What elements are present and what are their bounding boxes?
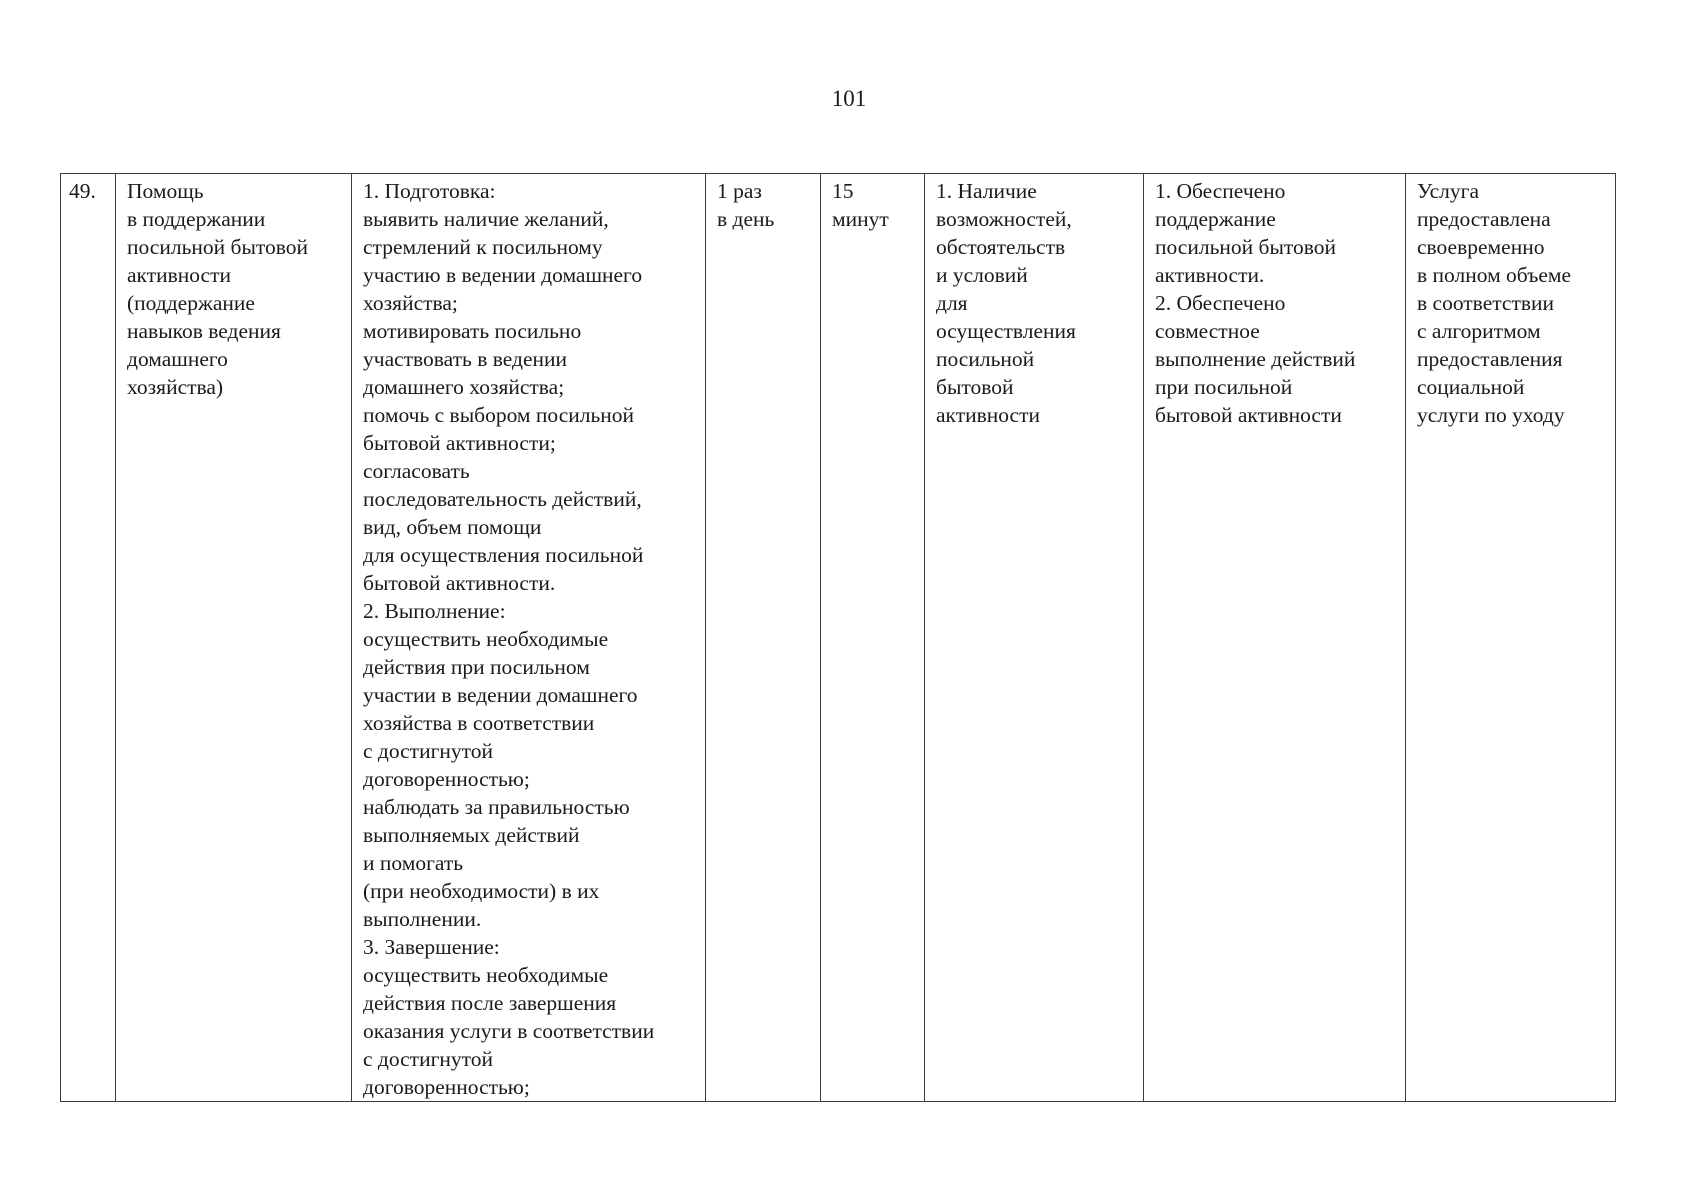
frequency-text <box>717 177 810 233</box>
table-row <box>61 174 1616 1102</box>
text-line: с достигнутой <box>363 1047 494 1071</box>
text-line: осуществить необходимые <box>363 963 609 987</box>
text-line: осуществить необходимые <box>363 627 609 651</box>
text-line: хозяйства) <box>127 375 224 399</box>
text-line: согласовать <box>363 459 470 483</box>
text-line: мотивировать посильно <box>363 319 582 343</box>
text-line: последовательность действий, <box>363 487 642 511</box>
service-table <box>60 173 1616 1102</box>
text-line: выявить наличие желаний, <box>363 207 609 231</box>
result-cell <box>1144 174 1406 1102</box>
text-line: 1. Подготовка: <box>363 179 496 203</box>
text-line: (поддержание <box>127 291 255 315</box>
text-line: участвовать в ведении <box>363 347 568 371</box>
text-line: и помогать <box>363 851 464 875</box>
service-name-text <box>127 177 341 401</box>
text-line: 3. Завершение: <box>363 935 500 959</box>
text-line: для <box>936 291 968 315</box>
text-line: совместное <box>1155 319 1260 343</box>
procedure-text <box>363 177 695 1101</box>
text-line: посильной <box>936 347 1035 371</box>
text-line: активности. <box>1155 263 1265 287</box>
row-number-cell <box>61 174 116 1102</box>
text-line: посильной бытовой <box>127 235 309 259</box>
conditions-cell <box>925 174 1144 1102</box>
row-number: 49. <box>69 179 96 203</box>
text-line: поддержание <box>1155 207 1276 231</box>
text-line: участии в ведении домашнего <box>363 683 638 707</box>
duration-text <box>832 177 914 233</box>
text-line: социальной <box>1417 375 1525 399</box>
text-line: предоставления <box>1417 347 1563 371</box>
text-line: в соответствии <box>1417 291 1555 315</box>
text-line: оказания услуги в соответствии <box>363 1019 655 1043</box>
frequency-cell <box>706 174 821 1102</box>
text-line: 1. Наличие <box>936 179 1037 203</box>
text-line: Услуга <box>1417 179 1480 203</box>
text-line: 1 раз <box>717 179 762 203</box>
text-line: хозяйства в соответствии <box>363 711 595 735</box>
text-line: в полном объеме <box>1417 263 1572 287</box>
text-line: осуществления <box>936 319 1076 343</box>
text-line: активности <box>127 263 231 287</box>
text-line: действия после завершения <box>363 991 617 1015</box>
text-line: договоренностью; <box>363 1075 530 1099</box>
text-line: 1. Обеспечено <box>1155 179 1286 203</box>
quality-text <box>1417 177 1605 429</box>
text-line: наблюдать за правильностью <box>363 795 630 819</box>
text-line: домашнего <box>127 347 228 371</box>
result-text <box>1155 177 1395 429</box>
text-line: (при необходимости) в их <box>363 879 600 903</box>
text-line: выполнении. <box>363 907 482 931</box>
text-line: возможностей, <box>936 207 1072 231</box>
text-line: минут <box>832 207 889 231</box>
text-line: услуги по уходу <box>1417 403 1565 427</box>
text-line: договоренностью; <box>363 767 530 791</box>
text-line: активности <box>936 403 1040 427</box>
text-line: выполняемых действий <box>363 823 580 847</box>
service-name-cell <box>116 174 352 1102</box>
text-line: выполнение действий <box>1155 347 1356 371</box>
text-line: с алгоритмом <box>1417 319 1541 343</box>
text-line: помочь с выбором посильной <box>363 403 635 427</box>
text-line: и условий <box>936 263 1028 287</box>
quality-cell <box>1406 174 1616 1102</box>
text-line: действия при посильном <box>363 655 590 679</box>
text-line: бытовой <box>936 375 1014 399</box>
text-line: с достигнутой <box>363 739 494 763</box>
text-line: предоставлена <box>1417 207 1551 231</box>
text-line: в поддержании <box>127 207 266 231</box>
text-line: бытовой активности <box>1155 403 1342 427</box>
text-line: при посильной <box>1155 375 1293 399</box>
procedure-cell <box>352 174 706 1102</box>
text-line: стремлений к посильному <box>363 235 603 259</box>
text-line: участию в ведении домашнего <box>363 263 643 287</box>
text-line: бытовой активности. <box>363 571 556 595</box>
text-line: посильной бытовой <box>1155 235 1337 259</box>
text-line: 2. Обеспечено <box>1155 291 1286 315</box>
text-line: 15 <box>832 179 854 203</box>
text-line: для осуществления посильной <box>363 543 644 567</box>
text-line: бытовой активности; <box>363 431 556 455</box>
page-number: 101 <box>831 86 867 111</box>
text-line: Помощь <box>127 179 204 203</box>
text-line: хозяйства; <box>363 291 458 315</box>
text-line: вид, объем помощи <box>363 515 542 539</box>
text-line: своевременно <box>1417 235 1545 259</box>
duration-cell <box>821 174 925 1102</box>
conditions-text <box>936 177 1133 429</box>
text-line: 2. Выполнение: <box>363 599 506 623</box>
text-line: навыков ведения <box>127 319 281 343</box>
text-line: в день <box>717 207 775 231</box>
text-line: домашнего хозяйства; <box>363 375 565 399</box>
text-line: обстоятельств <box>936 235 1066 259</box>
